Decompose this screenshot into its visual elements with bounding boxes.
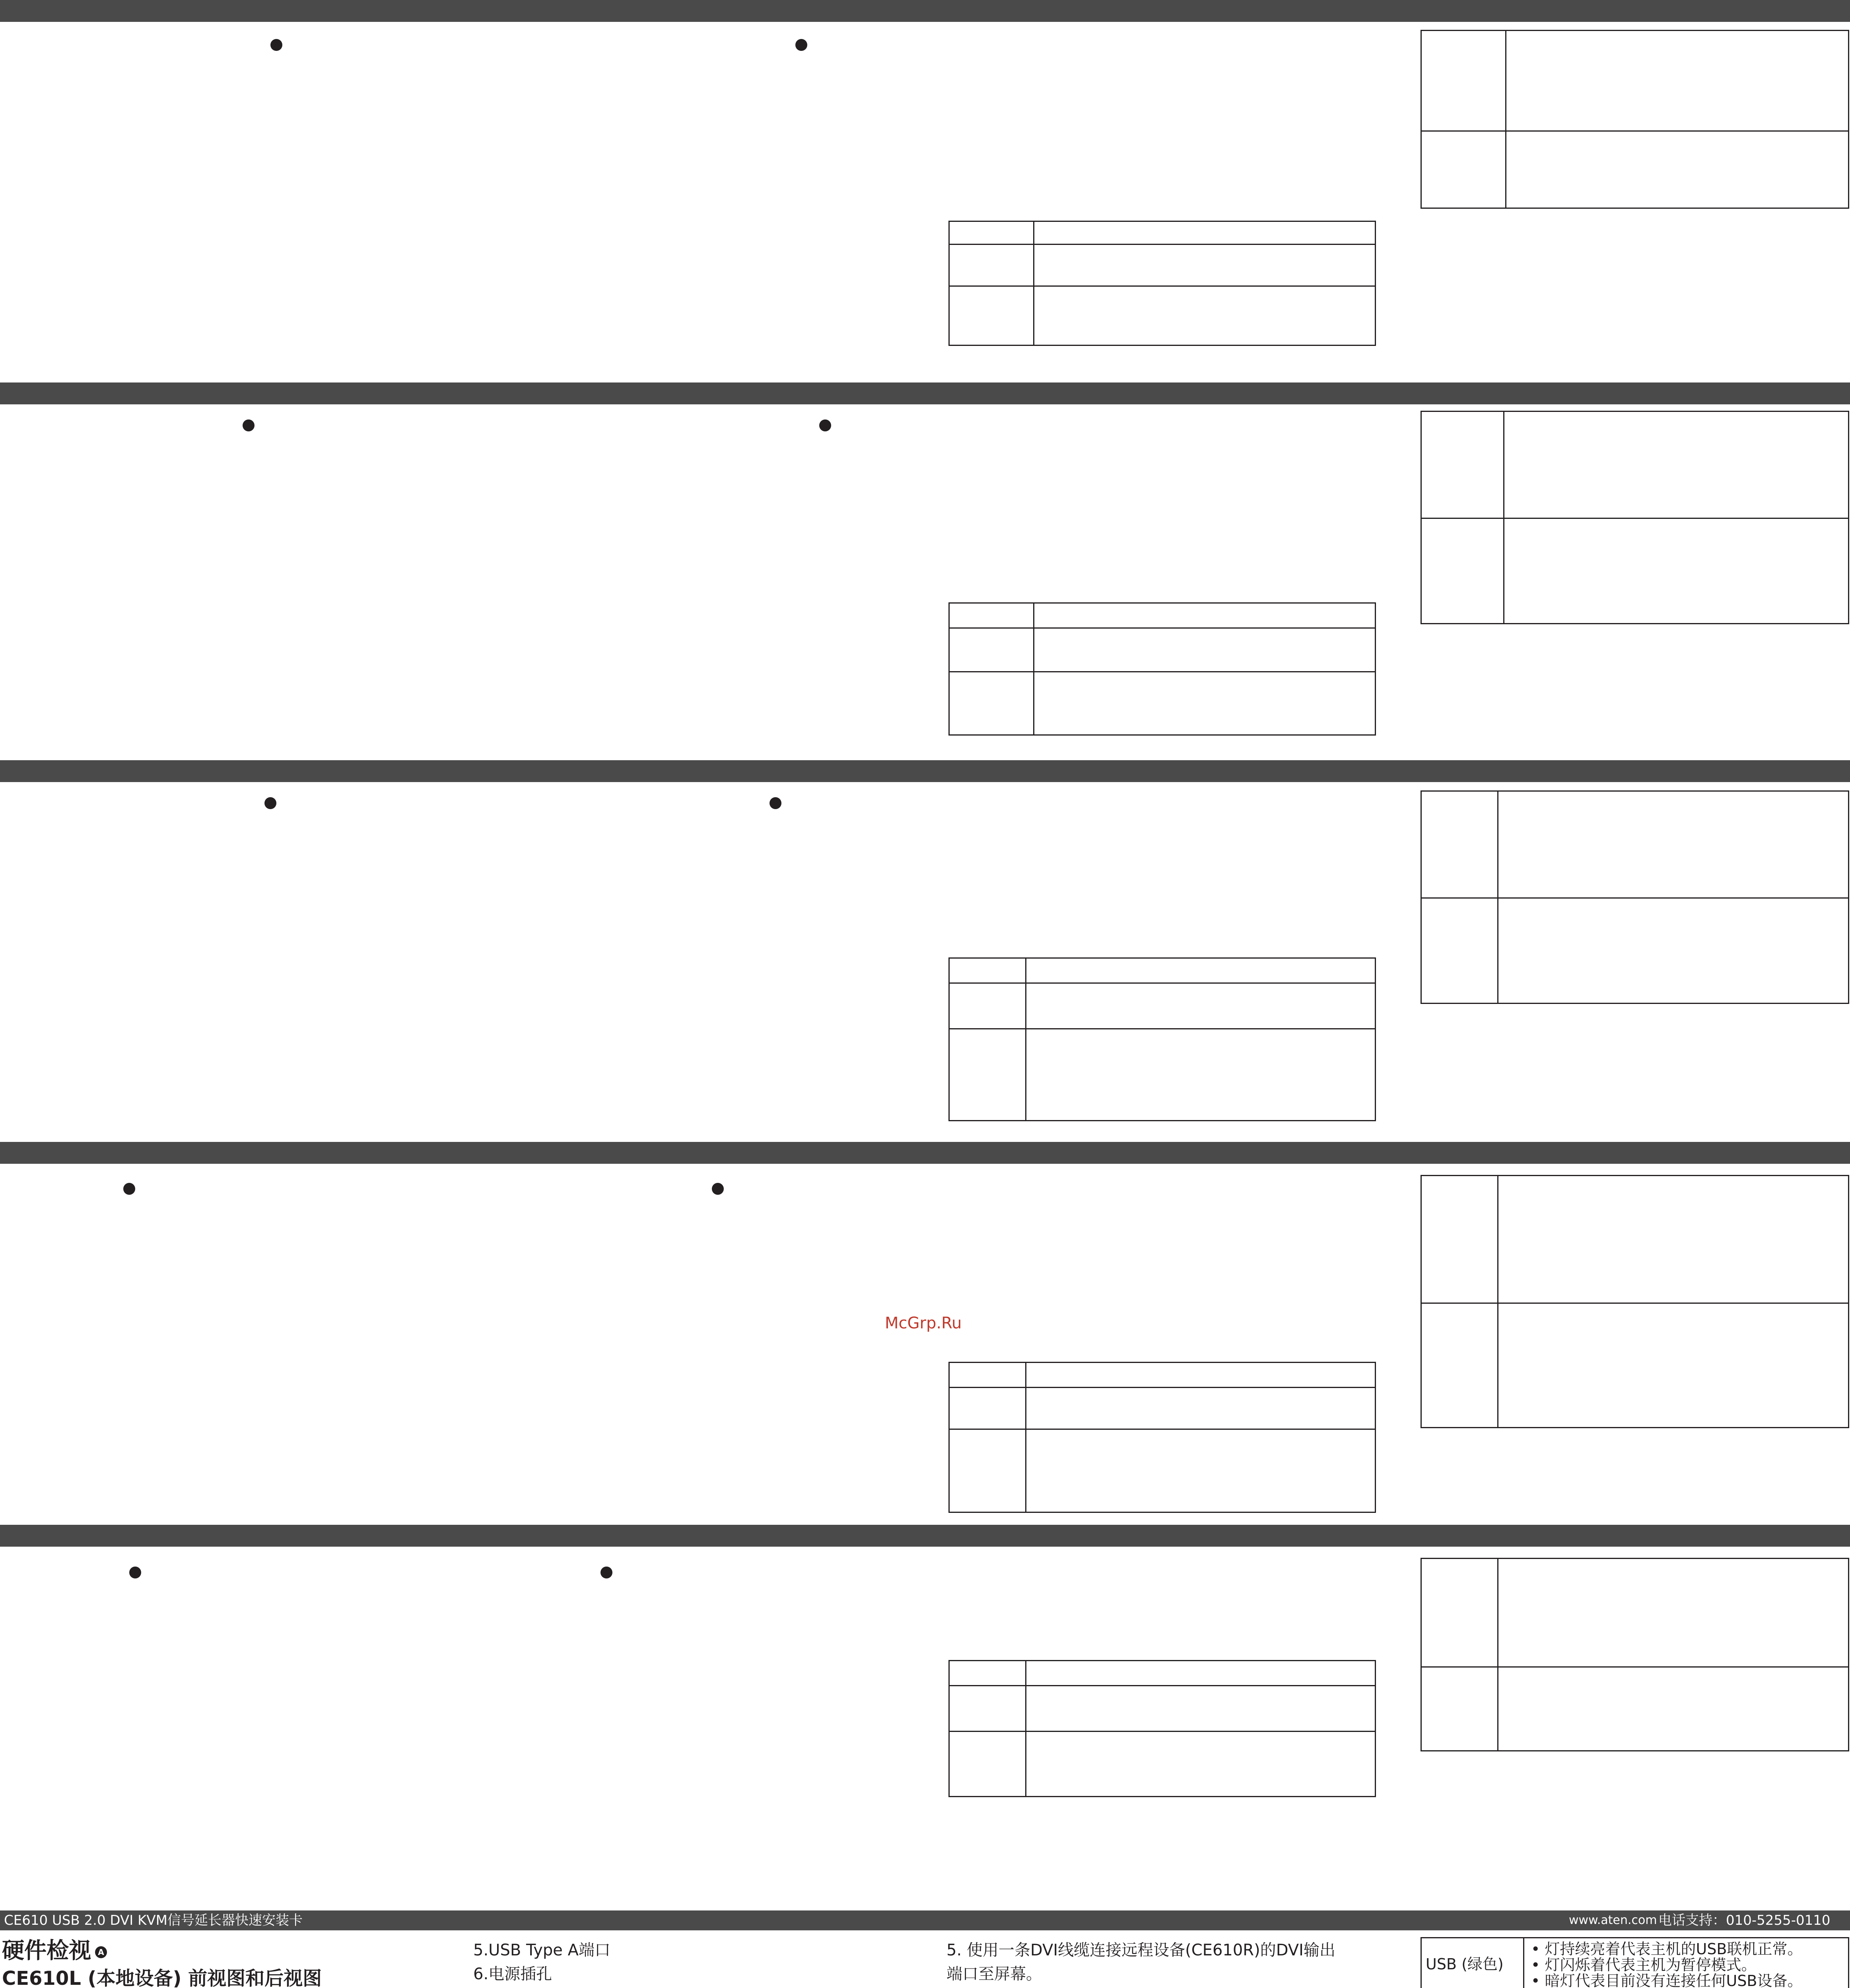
section-bar-2: [0, 382, 1850, 404]
simplified-local-title: CE610L (本地设备) 前视图和后视图: [2, 1967, 322, 1988]
bullet-marker: [243, 419, 255, 431]
empty-led-table-small: [948, 1660, 1376, 1797]
empty-led-table-small: [948, 221, 1376, 346]
led-usb-item: • 暗灯代表目前没有连接任何USB设备。: [1531, 1969, 1803, 1988]
empty-led-table-large: [1421, 790, 1849, 1004]
simplified-header-bar: [0, 1910, 1850, 1930]
bullet-marker: [770, 797, 781, 809]
bullet-marker: [270, 39, 282, 51]
section-bar-5: [0, 1525, 1850, 1547]
simplified-header-url: www.aten.com: [1569, 1913, 1657, 1927]
simplified-header-support: 电话支持：010-5255-0110: [1658, 1912, 1831, 1928]
empty-led-table-large: [1421, 411, 1849, 624]
section-bar-1: [0, 0, 1850, 22]
bullet-marker: [123, 1183, 135, 1195]
section-badge-a: A: [95, 1946, 107, 1958]
simplified-led-table-usb-video: [1421, 1937, 1849, 1988]
bullet-marker: [712, 1183, 724, 1195]
list-item: 6.电源插孔: [473, 1965, 552, 1983]
empty-led-table-large: [1421, 30, 1849, 209]
install-step: 5. 使用一条DVI线缆连接远程设备(CE610R)的DVI输出: [946, 1941, 1335, 1959]
bullet-marker: [264, 797, 276, 809]
led-usb-item: • 灯持续亮着代表主机的USB联机正常。: [1531, 1938, 1803, 1961]
empty-led-table-small: [948, 1362, 1376, 1513]
empty-led-table-large: [1421, 1175, 1849, 1428]
bullet-marker: [129, 1567, 141, 1578]
bullet-marker: [819, 419, 831, 431]
empty-led-table-large: [1421, 1558, 1849, 1751]
bullet-marker: [795, 39, 807, 51]
led-usb-label: USB (绿色): [1426, 1955, 1504, 1973]
section-bar-4: [0, 1142, 1850, 1164]
led-usb-item: • 灯闪烁着代表主机为暂停模式。: [1531, 1953, 1757, 1976]
simplified-hw-review-title: 硬件检视 A: [2, 1938, 107, 1964]
empty-led-table-small: [948, 602, 1376, 736]
simplified-header-title: CE610 USB 2.0 DVI KVM信号延长器快速安装卡: [4, 1912, 303, 1928]
install-step: 端口至屏幕。: [946, 1965, 1042, 1983]
empty-led-table-small: [948, 957, 1376, 1121]
watermark: McGrp.Ru: [885, 1314, 962, 1332]
section-bar-3: [0, 760, 1850, 782]
bullet-marker: [600, 1567, 612, 1578]
list-item: 5.USB Type A端口: [473, 1941, 610, 1959]
install-step: [946, 1986, 1325, 1988]
